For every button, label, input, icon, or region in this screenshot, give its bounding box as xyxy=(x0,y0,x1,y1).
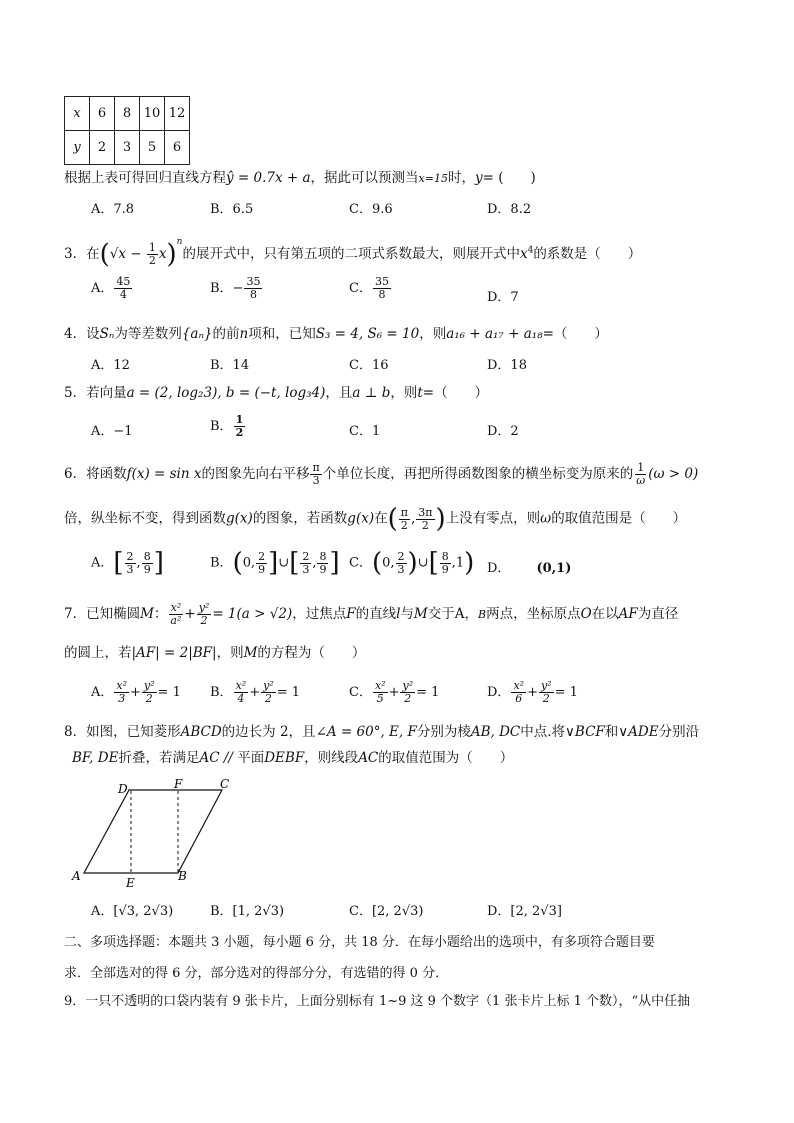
q2-option-a[interactable]: A．7.8 xyxy=(91,202,135,217)
label-d: D xyxy=(118,782,128,796)
table-cell: 6 xyxy=(165,131,190,165)
q5-option-a[interactable]: A．−1 xyxy=(91,424,133,439)
q4-option-a[interactable]: A．12 xyxy=(91,358,130,373)
table-cell: x xyxy=(65,97,90,131)
label-a: A xyxy=(72,869,81,883)
q8-option-a[interactable]: A．[√3, 2√3) xyxy=(91,904,174,919)
q7-stem-line1: 7．已知椭圆M： $\frac{\text{x²}}{\text{a²}}$ + $\frac{\text{y²}}{2}$ = 1(a > √2)，过焦点F的直线l与M交于A，B两点，坐标原点O在以AF为直径 xyxy=(64,601,679,627)
section2-heading-line1: 二、多项选择题：本题共 3 小题，每小题 6 分，共 18 分．在每小题给出的选项中，有多项符合题目要 xyxy=(64,935,655,950)
q2-option-c[interactable]: C．9.6 xyxy=(349,202,393,217)
q4-stem: 4．设Sₙ为等差数列{aₙ}的前n项和，已知S₃ = 4, S₆ = 10，则a₁₆ + a₁₇ + a₁₈=（ ） xyxy=(64,326,608,342)
q3-option-d[interactable]: D．7 xyxy=(487,290,519,305)
q6-option-a[interactable]: A．[ $\frac{2}{3}$ , $\frac{8}{9}$ ] xyxy=(91,548,164,578)
q7-option-c[interactable]: C． $\frac{\text{x²}}{5}$ + $\frac{\text{y²}}{2}$ = 1 xyxy=(349,679,440,705)
q7-option-d[interactable]: D． $\frac{\text{x²}}{6}$ + $\frac{\text{y²}}{2}$ = 1 xyxy=(487,679,578,705)
q6-option-b[interactable]: B．(0, $\frac{2}{9}$ ]∪[ $\frac{2}{3}$ , $\frac{8}{9}$ ] xyxy=(210,548,340,578)
q6-stem-line2: 倍，纵坐标不变，得到函数g(x)的图象，若函数g(x)在( $\frac{\pi}{2}$ , $\frac{3\pi}{2}$ )上没有零点，则ω的取值范围是（ ） xyxy=(64,504,687,534)
q2-option-d[interactable]: D．8.2 xyxy=(487,202,532,217)
table-cell: 3 xyxy=(115,131,140,165)
table-cell: y xyxy=(65,131,90,165)
q8-stem-line2: BF, DE折叠，若满足AC // 平面DEBF，则线段AC的取值范围为（ ） xyxy=(72,750,514,766)
q2-option-b[interactable]: B．6.5 xyxy=(210,202,254,217)
rhombus-diagram xyxy=(70,776,240,890)
q5-stem: 5．若向量a = (2, log₂3), b = (−t, log₃4)，且a ⊥ b，则t=（ ） xyxy=(64,385,489,401)
label-f: F xyxy=(174,777,183,791)
q7-option-b[interactable]: B． $\frac{\text{x²}}{4}$ + $\frac{\text{y²}}{2}$ = 1 xyxy=(210,679,301,705)
q8-option-c[interactable]: C．[2, 2√3) xyxy=(349,904,424,919)
q8-option-b[interactable]: B．[1, 2√3) xyxy=(210,904,285,919)
q9-stem-line1: 9．一只不透明的口袋内装有 9 张卡片，上面分别标有 1~9 这 9 个数字（1 张卡片上标 1 个数），“从中任抽 xyxy=(64,994,691,1009)
q6-option-d[interactable]: D． (0,1) xyxy=(487,561,572,576)
table-cell: 2 xyxy=(90,131,115,165)
label-e: E xyxy=(126,876,135,890)
table-cell: 10 xyxy=(140,97,165,131)
q5-option-c[interactable]: C．1 xyxy=(349,424,381,439)
q7-stem-line2: 的圆上，若|AF| = 2|BF|，则M的方程为（ ） xyxy=(64,645,366,661)
q4-option-d[interactable]: D．18 xyxy=(487,358,527,373)
section2-heading-line2: 求．全部选对的得 6 分，部分选对的得部分分，有选错的得 0 分． xyxy=(64,966,449,981)
rhombus-outline xyxy=(84,790,222,873)
q4-option-b[interactable]: B．14 xyxy=(210,358,250,373)
label-c: C xyxy=(220,777,230,791)
table-row xyxy=(65,97,190,131)
q3-option-a[interactable]: A． $\frac{45}{4}$ xyxy=(91,275,131,301)
table-cell: 6 xyxy=(90,97,115,131)
label-b: B xyxy=(178,869,187,883)
q8-stem-line1: 8．如图，已知菱形ABCD的边长为 2，且∠A = 60°, E, F分别为棱AB, DC中点.将∨BCF和∨ADE分别沿 xyxy=(64,724,700,740)
q7-option-a[interactable]: A． $\frac{\text{x²}}{3}$ + $\frac{\text{y²}}{2}$ = 1 xyxy=(91,679,181,705)
xy-data-table xyxy=(64,96,190,165)
table-cell: 5 xyxy=(140,131,165,165)
q5-option-b[interactable]: B． $\frac{1}{2}$ xyxy=(210,413,244,439)
q2-stem: 根据上表可得回归直线方程ŷ = 0.7x + a，据此可以预测当x=15时，y= ( ) xyxy=(64,170,536,186)
q5-option-d[interactable]: D．2 xyxy=(487,424,519,439)
q3-option-b[interactable]: B．− $\frac{35}{8}$ xyxy=(210,275,261,301)
table-cell: 12 xyxy=(165,97,190,131)
q6-stem-line1: 6．将函数f(x) = sin x的图象先向右平移 $\frac{\pi}{3}$ 个单位长度，再把所得函数图象的横坐标变为原来的 $\frac{1}{\omega}$ (ω > 0) xyxy=(64,461,699,487)
q8-option-d[interactable]: D．[2, 2√3] xyxy=(487,904,562,919)
q6-option-c[interactable]: C．(0, $\frac{2}{3}$ )∪[ $\frac{8}{9}$ ,1) xyxy=(349,548,475,578)
table-row xyxy=(65,131,190,165)
q4-option-c[interactable]: C．16 xyxy=(349,358,389,373)
table-cell: 8 xyxy=(115,97,140,131)
q3-stem: 3．在(√x − $\frac{1}{2}$ x)$^n$的展开式中，只有第五项的二项式系数最大，则展开式中$x^4$的系数是（ ） xyxy=(64,237,642,270)
q3-option-c[interactable]: C． $\frac{35}{8}$ xyxy=(349,275,389,301)
